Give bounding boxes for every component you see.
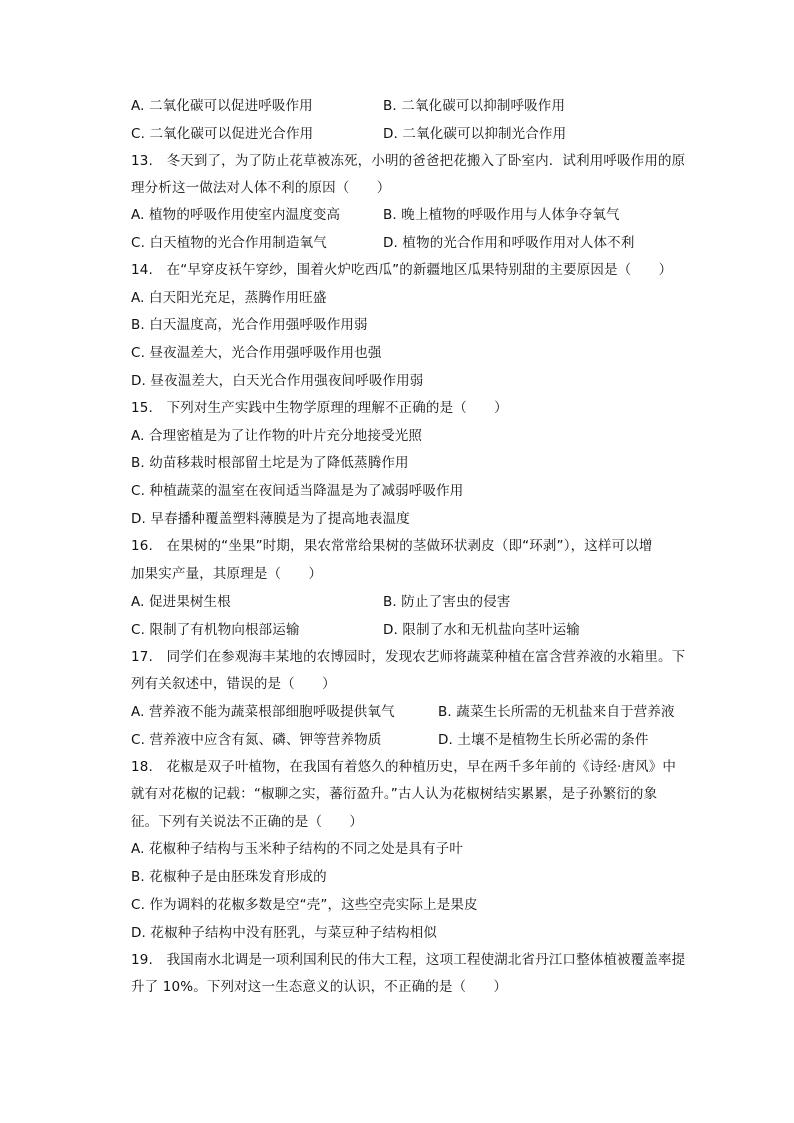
q15-option-c: C. 种植蔬菜的温室在夜间适当降温是为了减弱呼吸作用: [131, 483, 464, 499]
q18-option-a: A. 花椒种子结构与玉米种子结构的不同之处是具有子叶: [131, 841, 463, 857]
q18-stem-line2: 就有对花椒的记载：“椒聊之实，蕃衍盈升。”古人认为花椒树结实累累，是子孙繁衍的象: [131, 786, 658, 802]
q19-stem-line2: 升了 10%。下列对这一生态意义的认识，不正确的是（ ）: [131, 979, 508, 995]
q16-stem-line1: 16. 在果树的“坐果”时期，果农常常给果树的茎做环状剥皮（即“环剥”），这样可以增: [131, 538, 653, 554]
q17-option-d: D. 土壤不是植物生长所必需的条件: [438, 732, 649, 748]
q13-option-b: B. 晚上植物的呼吸作用与人体争夺氧气: [383, 207, 620, 223]
q12-option-b: B. 二氧化碳可以抑制呼吸作用: [383, 98, 566, 114]
q13-option-c: C. 白天植物的光合作用制造氧气: [131, 235, 327, 251]
q15-option-a: A. 合理密植是为了让作物的叶片充分地接受光照: [131, 428, 423, 444]
q15-option-b: B. 幼苗移栽时根部留土坨是为了降低蒸腾作用: [131, 455, 409, 471]
q16-option-b: B. 防止了害虫的侵害: [383, 594, 511, 610]
q14-option-b: B. 白天温度高，光合作用强呼吸作用弱: [131, 317, 368, 333]
q13-option-d: D. 植物的光合作用和呼吸作用对人体不利: [383, 235, 635, 251]
q14-option-d: D. 昼夜温差大，白天光合作用强夜间呼吸作用弱: [131, 373, 424, 389]
q16-option-c: C. 限制了有机物向根部运输: [131, 622, 300, 638]
q18-stem-line3: 征。下列有关说法不正确的是（ ）: [131, 814, 364, 830]
q16-option-a: A. 促进果树生根: [131, 594, 231, 610]
q13-option-a: A. 植物的呼吸作用使室内温度变高: [131, 207, 341, 223]
q12-option-a: A. 二氧化碳可以促进呼吸作用: [131, 98, 313, 114]
q14-option-c: C. 昼夜温差大，光合作用强呼吸作用也强: [131, 345, 382, 361]
q17-option-a: A. 营养液不能为蔬菜根部细胞呼吸提供氧气: [131, 704, 395, 720]
q18-stem-line1: 18. 花椒是双子叶植物，在我国有着悠久的种植历史，早在两千多年前的《诗经·唐风》中: [131, 759, 677, 775]
q14-stem-line1: 14. 在“早穿皮袄午穿纱，围着火炉吃西瓜”的新疆地区瓜果特别甜的主要原因是（ ）: [131, 262, 673, 278]
q18-option-b: B. 花椒种子是由胚珠发育形成的: [131, 869, 327, 885]
q12-option-d: D. 二氧化碳可以抑制光合作用: [383, 126, 567, 142]
q19-stem-line1: 19. 我国南水北调是一项利国利民的伟大工程，这项工程使湖北省丹江口整体植被覆盖率提: [131, 952, 686, 968]
q12-option-c: C. 二氧化碳可以促进光合作用: [131, 126, 314, 142]
q13-stem-line1: 13. 冬天到了，为了防止花草被冻死，小明的爸爸把花搬入了卧室内．试利用呼吸作用的原: [131, 153, 686, 169]
q15-stem-line1: 15. 下列对生产实践中生物学原理的理解不正确的是（ ）: [131, 400, 508, 416]
q17-option-c: C. 营养液中应含有氮、磷、钾等营养物质: [131, 732, 382, 748]
q15-option-d: D. 早春播种覆盖塑料薄膜是为了提高地表温度: [131, 511, 410, 527]
q18-option-d: D. 花椒种子结构中没有胚乳，与菜豆种子结构相似: [131, 925, 438, 941]
q16-stem-line2: 加果实产量，其原理是（ ）: [131, 566, 323, 582]
q14-option-a: A. 白天阳光充足，蒸腾作用旺盛: [131, 290, 327, 306]
q17-stem-line1: 17. 同学们在参观海丰某地的农博园时，发现农艺师将蔬菜种植在富含营养液的水箱里。下: [131, 649, 686, 665]
q16-option-d: D. 限制了水和无机盐向茎叶运输: [383, 622, 580, 638]
q17-option-b: B. 蔬菜生长所需的无机盐来自于营养液: [438, 704, 675, 720]
q17-stem-line2: 列有关叙述中，错误的是（ ）: [131, 676, 336, 692]
q13-stem-line2: 理分析这一做法对人体不利的原因（ ）: [131, 180, 391, 196]
q18-option-c: C. 作为调料的花椒多数是空“壳”，这些空壳实际上是果皮: [131, 897, 478, 913]
